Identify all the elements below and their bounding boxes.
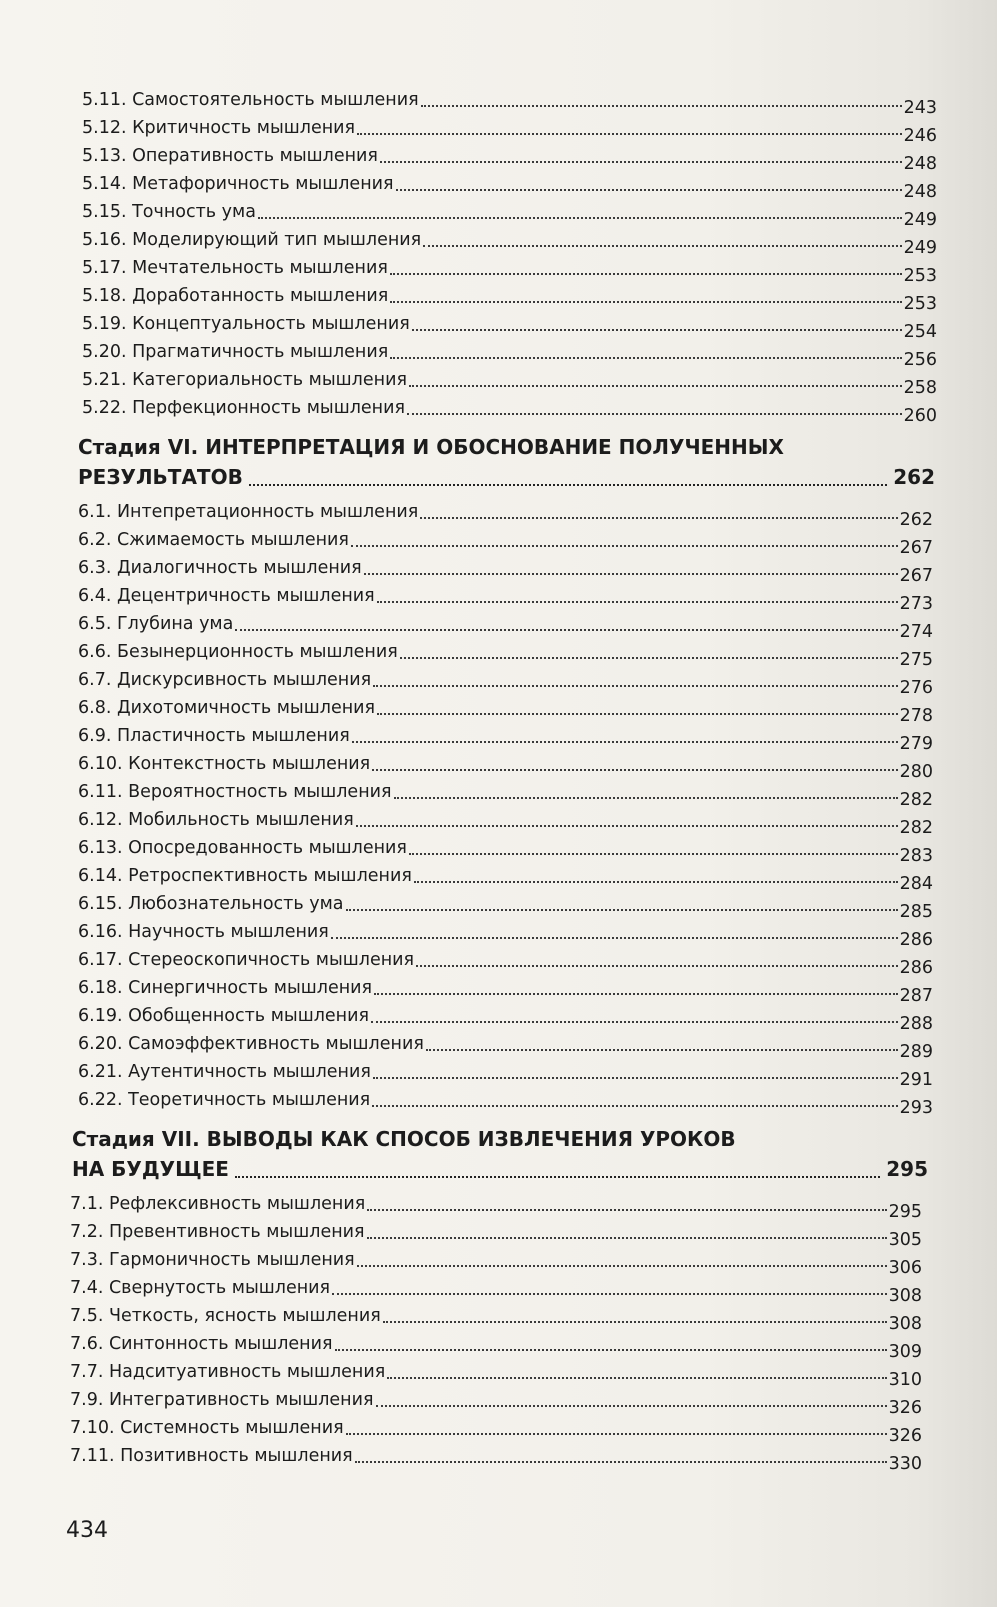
dot-leader	[332, 1293, 887, 1295]
toc-entry[interactable]	[0, 890, 997, 922]
toc-entry-title: 7.6. Синтонность мышления	[70, 1334, 333, 1354]
dot-leader	[377, 713, 898, 715]
toc-entry-title: 6.1. Интепретационность мышления	[78, 502, 419, 522]
toc-entry-title: 7.11. Позитивность мышления	[70, 1446, 353, 1466]
toc-entry-page: 291	[899, 1070, 933, 1090]
toc-entry-title: 6.4. Децентричность мышления	[78, 586, 375, 606]
dot-leader	[390, 357, 901, 359]
toc-entry-title: 5.22. Перфекционность мышления	[82, 398, 406, 418]
toc-entry-title: 6.8. Дихотомичность мышления	[78, 698, 376, 718]
toc-entry-page: 293	[899, 1098, 933, 1118]
toc-entry-title: 5.16. Моделирующий тип мышления	[82, 230, 422, 250]
toc-entry-page: 285	[899, 902, 933, 922]
toc-entry-page: 288	[899, 1014, 933, 1034]
toc-entry[interactable]	[0, 554, 997, 586]
toc-entry-page: 330	[888, 1454, 922, 1474]
dot-leader	[376, 1405, 887, 1407]
toc-entry-title: 6.13. Опосредованность мышления	[78, 838, 407, 858]
dot-leader	[390, 273, 902, 275]
toc-entry-title: 6.9. Пластичность мышления	[78, 726, 350, 746]
toc-entry-page: 326	[888, 1426, 922, 1446]
toc-entry-title: 6.19. Обобщенность мышления	[78, 1006, 370, 1026]
toc-entry[interactable]	[0, 1058, 997, 1090]
toc-entry[interactable]	[0, 142, 997, 174]
toc-entry[interactable]	[0, 778, 997, 810]
toc-entry[interactable]	[0, 1386, 997, 1418]
dot-leader	[412, 329, 902, 331]
toc-entry[interactable]	[0, 498, 997, 530]
toc-entry-title: 5.13. Оперативность мышления	[82, 146, 378, 166]
toc-entry-page: 289	[899, 1042, 933, 1062]
dot-leader	[377, 601, 898, 603]
toc-entry[interactable]	[0, 666, 997, 698]
toc-entry[interactable]	[0, 806, 997, 838]
toc-entry[interactable]	[0, 114, 997, 146]
toc-entry-title: 6.12. Мобильность мышления	[78, 810, 354, 830]
toc-entry-page: 279	[899, 734, 933, 754]
toc-entry[interactable]	[0, 974, 997, 1006]
dot-leader	[387, 1377, 886, 1379]
toc-entry-title: 6.6. Безынерционность мышления	[78, 642, 398, 662]
toc-entry[interactable]	[0, 1274, 997, 1306]
toc-entry-title: 5.15. Точность ума	[82, 202, 256, 222]
dot-leader	[367, 1209, 886, 1211]
dot-leader	[346, 1433, 887, 1435]
toc-entry-page: 246	[903, 126, 937, 146]
toc-entry[interactable]	[0, 1442, 997, 1474]
toc-entry-title: 6.22. Теоретичность мышления	[78, 1090, 371, 1110]
toc-entry-title: 6.20. Самоэффективность мышления	[78, 1034, 424, 1054]
toc-entry[interactable]	[0, 282, 997, 314]
toc-entry-title: 5.18. Доработанность мышления	[82, 286, 389, 306]
toc-entry-page: 309	[888, 1342, 922, 1362]
toc-entry[interactable]	[0, 1086, 997, 1118]
toc-entry-title: 7.5. Четкость, ясность мышления	[70, 1306, 381, 1326]
toc-entry[interactable]	[0, 722, 997, 754]
toc-entry-page: 273	[899, 594, 933, 614]
toc-entry[interactable]	[0, 582, 997, 614]
toc-entry[interactable]	[0, 1002, 997, 1034]
toc-entry-title: 7.1. Рефлексивность мышления	[70, 1194, 366, 1214]
toc-entry[interactable]	[0, 198, 997, 230]
toc-entry-title: 6.3. Диалогичность мышления	[78, 558, 362, 578]
toc-entry-title: 6.14. Ретроспективность мышления	[78, 866, 412, 886]
toc-entry-page: 249	[903, 238, 937, 258]
stage-title-line1: Стадия VII. ВЫВОДЫ КАК СПОСОБ ИЗВЛЕЧЕНИЯ УРОКОВ	[72, 1127, 736, 1151]
dot-leader	[258, 217, 902, 219]
dot-leader	[335, 1349, 887, 1351]
toc-entry-page: 283	[899, 846, 933, 866]
toc-entry[interactable]	[0, 170, 997, 202]
toc-entry-page: 282	[899, 790, 933, 810]
toc-entry-page: 326	[888, 1398, 922, 1418]
toc-entry-page: 248	[903, 182, 937, 202]
toc-entry[interactable]	[0, 1414, 997, 1446]
toc-entry-title: 5.21. Категориальность мышления	[82, 370, 407, 390]
toc-entry-title: 7.9. Интегративность мышления	[70, 1390, 374, 1410]
toc-entry-page: 308	[888, 1286, 922, 1306]
toc-entry-page: 275	[899, 650, 933, 670]
toc-entry-title: 7.3. Гармоничность мышления	[70, 1250, 355, 1270]
toc-entry[interactable]	[0, 1358, 997, 1390]
dot-leader	[420, 517, 897, 519]
toc-entry-page: 286	[899, 930, 933, 950]
toc-entry-title: 5.14. Метафоричность мышления	[82, 174, 394, 194]
dot-leader	[346, 909, 898, 911]
toc-entry-page: 278	[899, 706, 933, 726]
toc-entry-page: 243	[903, 98, 937, 118]
dot-leader	[367, 1237, 887, 1239]
toc-entry-page: 295	[888, 1202, 922, 1222]
dot-leader	[394, 797, 898, 799]
dot-leader	[380, 161, 902, 163]
toc-entry[interactable]	[0, 394, 997, 426]
toc-entry[interactable]	[0, 338, 997, 370]
toc-entry-page: 286	[899, 958, 933, 978]
toc-entry-title: 6.7. Дискурсивность мышления	[78, 670, 372, 690]
dot-leader	[372, 1105, 897, 1107]
dot-leader	[352, 741, 898, 743]
toc-entry-page: 310	[888, 1370, 922, 1390]
dot-leader	[372, 769, 897, 771]
toc-entry[interactable]	[0, 1302, 997, 1334]
toc-entry-title: 6.18. Синергичность мышления	[78, 978, 373, 998]
dot-leader	[374, 993, 898, 995]
toc-entry[interactable]	[0, 226, 997, 258]
toc-entry-page: 248	[903, 154, 937, 174]
dot-leader	[364, 573, 898, 575]
toc-entry-page: 256	[903, 350, 937, 370]
toc-entry[interactable]	[0, 1218, 997, 1250]
toc-entry-title: 7.7. Надситуативность мышления	[70, 1362, 386, 1382]
toc-entry-page: 253	[903, 294, 937, 314]
toc-entry-title: 6.15. Любознательность ума	[78, 894, 344, 914]
toc-entry-title: 5.12. Критичность мышления	[82, 118, 356, 138]
toc-entry[interactable]	[0, 366, 997, 398]
dot-leader	[357, 133, 902, 135]
toc-entry-page: 280	[899, 762, 933, 782]
toc-entry-title: 6.21. Аутентичность мышления	[78, 1062, 371, 1082]
page-number: 434	[66, 1518, 108, 1543]
toc-entry-title: 6.11. Вероятностность мышления	[78, 782, 392, 802]
toc-entry-page: 249	[903, 210, 937, 230]
toc-entry-title: 5.19. Концептуальность мышления	[82, 314, 410, 334]
toc-entry-title: 6.2. Сжимаемость мышления	[78, 530, 349, 550]
dot-leader	[249, 484, 887, 486]
dot-leader	[383, 1321, 887, 1323]
toc-entry-page: 308	[888, 1314, 922, 1334]
toc-entry-page: 276	[899, 678, 933, 698]
dot-leader	[407, 413, 902, 415]
toc-entry-page: 262	[899, 510, 933, 530]
dot-leader	[400, 657, 898, 659]
toc-entry-page: 267	[899, 538, 933, 558]
dot-leader	[373, 685, 897, 687]
dot-leader	[390, 301, 901, 303]
stage-title-line2: РЕЗУЛЬТАТОВ	[78, 465, 243, 489]
toc-entry[interactable]	[0, 638, 997, 670]
stage-title-line2: НА БУДУЩЕЕ	[72, 1157, 229, 1181]
toc-entry-page: 267	[899, 566, 933, 586]
toc-entry[interactable]	[0, 750, 997, 782]
toc-entry[interactable]	[0, 918, 997, 950]
toc-entry-page: 254	[903, 322, 937, 342]
toc-entry-title: 6.5. Глубина ума	[78, 614, 234, 634]
dot-leader	[426, 1049, 898, 1051]
dot-leader	[416, 965, 898, 967]
toc-entry[interactable]	[0, 254, 997, 286]
toc-entry[interactable]	[0, 1246, 997, 1278]
stage-page: 262	[893, 465, 935, 489]
toc-entry-page: 306	[888, 1258, 922, 1278]
dot-leader	[356, 825, 898, 827]
toc-entry[interactable]	[0, 86, 997, 118]
stage-heading[interactable]	[0, 1124, 997, 1190]
toc-entry-title: 5.20. Прагматичность мышления	[82, 342, 389, 362]
toc-entry-page: 260	[903, 406, 937, 426]
toc-entry-page: 284	[899, 874, 933, 894]
toc-entry-title: 6.16. Научность мышления	[78, 922, 329, 942]
dot-leader	[371, 1021, 898, 1023]
toc-entry-page: 282	[899, 818, 933, 838]
dot-leader	[373, 1077, 898, 1079]
dot-leader	[355, 1461, 887, 1463]
toc-entry-page: 258	[903, 378, 937, 398]
toc-entry-title: 7.2. Превентивность мышления	[70, 1222, 365, 1242]
stage-heading[interactable]	[0, 432, 997, 498]
toc-entry-title: 6.17. Стереоскопичность мышления	[78, 950, 415, 970]
dot-leader	[357, 1265, 887, 1267]
dot-leader	[331, 937, 898, 939]
dot-leader	[351, 545, 898, 547]
toc-entry-title: 7.10. Системность мышления	[70, 1418, 344, 1438]
table-of-contents	[0, 86, 997, 1474]
toc-entry[interactable]	[0, 946, 997, 978]
toc-entry[interactable]	[0, 526, 997, 558]
toc-entry-page: 253	[903, 266, 937, 286]
toc-entry[interactable]	[0, 862, 997, 894]
toc-entry[interactable]	[0, 610, 997, 642]
toc-entry-title: 6.10. Контекстность мышления	[78, 754, 371, 774]
toc-entry[interactable]	[0, 310, 997, 342]
toc-entry-page: 305	[888, 1230, 922, 1250]
dot-leader	[414, 881, 898, 883]
toc-entry[interactable]	[0, 1190, 997, 1222]
dot-leader	[235, 629, 897, 631]
stage-page: 295	[886, 1157, 928, 1181]
toc-entry[interactable]	[0, 1330, 997, 1362]
toc-entry-page: 287	[899, 986, 933, 1006]
toc-entry-title: 7.4. Свернутость мышления	[70, 1278, 331, 1298]
toc-entry-page: 274	[899, 622, 933, 642]
dot-leader	[409, 385, 902, 387]
toc-entry-title: 5.17. Мечтательность мышления	[82, 258, 388, 278]
toc-entry[interactable]	[0, 1030, 997, 1062]
stage-title-line1: Стадия VI. ИНТЕРПРЕТАЦИЯ И ОБОСНОВАНИЕ ПОЛУЧЕННЫХ	[78, 435, 784, 459]
toc-entry[interactable]	[0, 694, 997, 726]
dot-leader	[423, 245, 901, 247]
toc-entry-title: 5.11. Самостоятельность мышления	[82, 90, 419, 110]
dot-leader	[421, 105, 902, 107]
toc-entry[interactable]	[0, 834, 997, 866]
dot-leader	[396, 189, 902, 191]
dot-leader	[235, 1176, 880, 1178]
dot-leader	[409, 853, 898, 855]
